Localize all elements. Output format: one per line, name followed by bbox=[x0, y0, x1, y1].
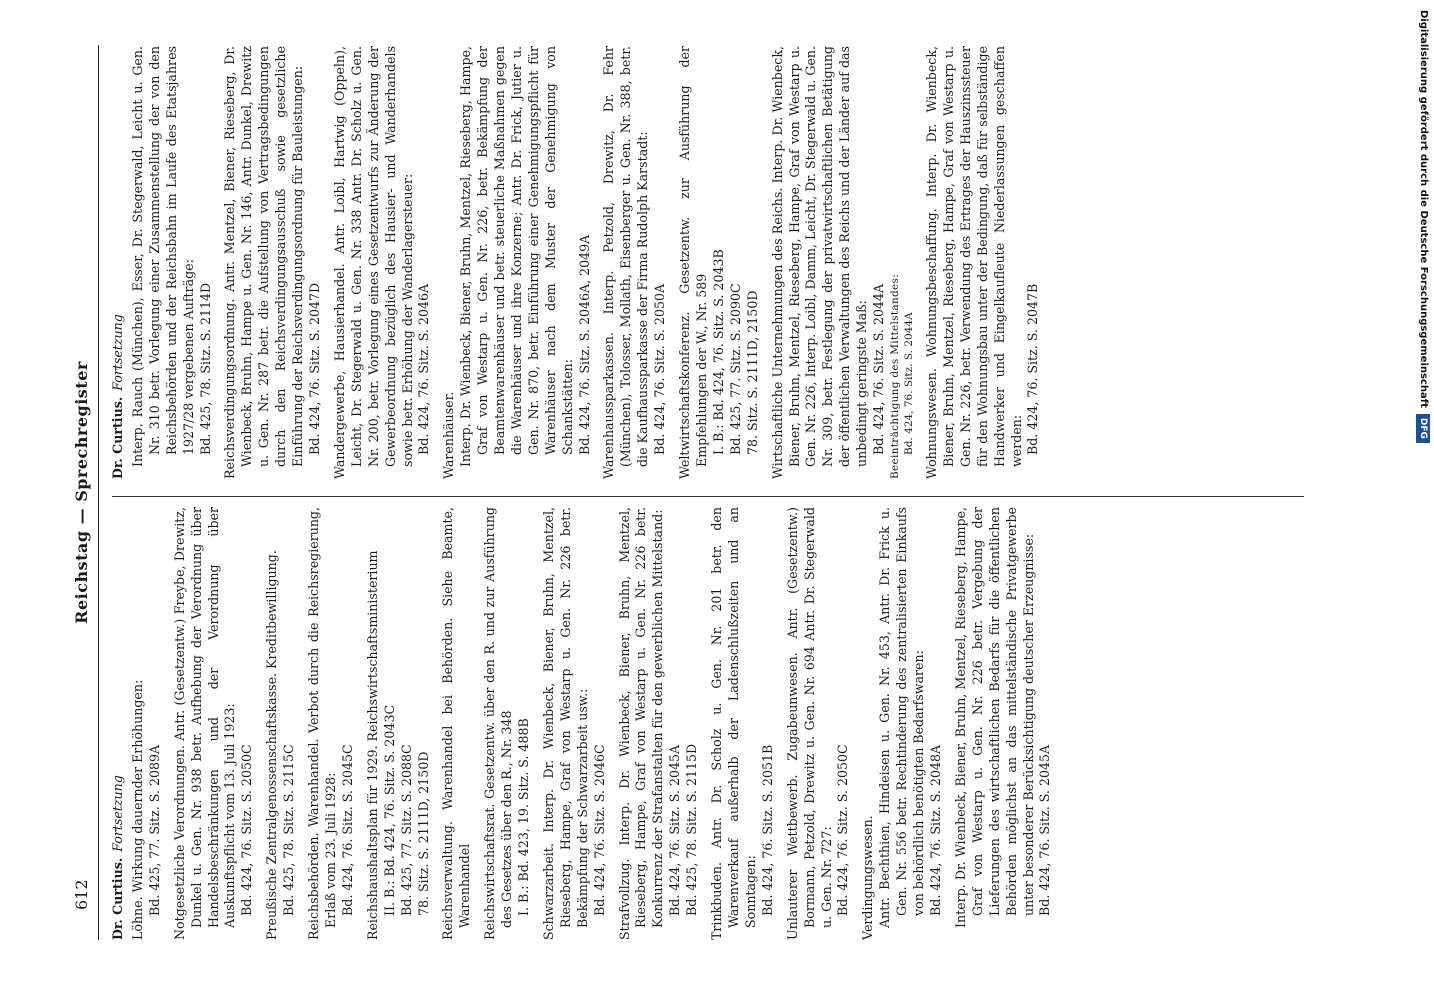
entry-reference: 78. Sitz. S. 2111D, 2150D bbox=[415, 751, 431, 916]
entry-heading: Wohnungswesen. Wohnungsbeschaffung. Interp. Dr. Wienbeck, Biener, Bruhn, Mentzel, Rieseberg, Hampe, Graf von Westarp u. Gen. Nr. 226, betr. Verwendung des Ertrages der Hauszinssteuer für den Wohnungsbau unter der Bedingung, daß für selbständige Handwerker und Eingelkaufleute Niederlassungen geschaffen werden: bbox=[923, 46, 1024, 479]
entry-heading: Reichswirtschaftsrat. Gesetzentw. über den R. und zur Ausführung des Gesetzes über den R., Nr. 348 bbox=[482, 507, 515, 940]
index-entry bbox=[264, 507, 298, 940]
left-column-head bbox=[110, 507, 127, 940]
index-entry bbox=[482, 507, 533, 940]
entry-heading: Wirtschaftliche Unternehmungen des Reichs. Interp. Dr. Wienbeck, Biener, Bruhn, Mentzel, Rieseberg, Hampe, Graf von Westarp u. Gen. Nr. 226, Interp. Loibl, Damm, Leicht, Dr. Stegerwald u. Gen. Nr. 309, betr. Festlegung der privatwirtschaftlichen Betätigung der öffentlichen Verwaltungen des Reichs und der Länder auf das unbedingt geringste Maß: bbox=[769, 46, 870, 479]
entry-heading: Warenhaussparkassen. Interp. Petzold, Drewitz, Dr. Fehr (München), Tolosser, Mollath, Eisenberger u. Gen. Nr. 388, betr. die Kaufhaussparkasse der Firma Rudolph Karstadt: bbox=[601, 46, 651, 479]
running-head-title: Reichstag — Sprechregister bbox=[72, 361, 91, 624]
entry-text: Antr. Bechthien, Hindeisen u. Gen. Nr. 453, Antr. Dr. Frick u. Gen. Nr. 556 betr. Rechtinderung des zentralisierten Einkaufs von behördlich benötigten Bedarfswaren: bbox=[877, 507, 927, 928]
entry-heading: Preußische Zentralgenossenschaftskasse. Kreditbewilligung. bbox=[264, 550, 280, 940]
index-entry bbox=[332, 46, 433, 479]
entry-reference: Bd. 424, 76. Sitz. S. 2046A, 2049A bbox=[576, 234, 592, 455]
entry-heading: Wandergewerbe, Hausierhandel. Antr. Loibl, Hartwig (Oppeln), Leicht, Dr. Stegerwald u. Gen. Nr. 338 Antr. Dr. Scholz u. Gen. Nr. 200, betr. Vorlegung eines Gesetzentwurfs zur Änderung der Gewerbeordnung bezüglich des Hausier- und Wanderhandels sowie betr. Erhöhung der Wanderlagersteuer: bbox=[331, 46, 415, 479]
entry-heading: Reichsverdingungsordnung. Antr. Mentzel, Biener, Rieseberg, Dr. Wienbeck, Bruhn, Hampe u. Gen. Nr. 146, Antr. Dunkel, Drewitz u. Gen. Nr. 287 betr. die Aufstellung von Vertragsbedingungen durch den Reichsverdingungsausschuß sowie gesetzliche Einführung der Reichsverdingungsordnung für Bauleistungen: bbox=[222, 46, 306, 479]
entry-heading: Interp. Rauch (München), Esser, Dr. Stegerwald, Leicht u. Gen. Nr. 310 betr. Vorlegung einer Zusammenstellung der von den Reichsbehörden und der Reichsbahn im Laufe des Etatsjahres 1927/28 vergebenen Aufträge: bbox=[129, 46, 196, 467]
entry-reference: I. B.: Bd. 424, 76. Sitz. S. 2043B bbox=[710, 249, 726, 455]
index-entry bbox=[924, 46, 1042, 479]
entry-heading: Reichshaushaltsplan für 1929. Reichswirtschaftsministerium bbox=[364, 550, 380, 940]
entry-reference: Bd. 425, 78. Sitz. S. 2115C bbox=[281, 744, 297, 916]
index-entry bbox=[222, 46, 323, 479]
entry-reference: Bd. 424, 76. Sitz. S. 2046C bbox=[591, 744, 607, 916]
right-column bbox=[110, 46, 1310, 479]
entry-reference: Bd. 424, 76. Sitz. S. 2048A bbox=[927, 744, 943, 916]
entry-heading: Warenhäuser. bbox=[441, 391, 457, 479]
entry-reference: Bd. 424, 76. Sitz. S. 2044A bbox=[871, 283, 887, 455]
entry-reference: Bd. 425, 77. Sitz. S. 2089A bbox=[146, 744, 162, 916]
index-entry bbox=[365, 507, 433, 940]
left-column bbox=[110, 507, 1310, 940]
entry-heading: Reichsverwaltung. Warenhandel bei Behörden. Siehe Beamte, Warenhandel bbox=[440, 507, 473, 940]
entry-reference: Bd. 425, 78. Sitz. S. 2115D bbox=[684, 743, 700, 916]
dfg-logo: DFG bbox=[1416, 414, 1430, 443]
index-entry bbox=[172, 507, 257, 940]
entry-reference: Bd. 424, 76. Sitz. S. 2045A bbox=[1037, 744, 1053, 916]
entry-reference: Bd. 424, 76. Sitz. S. 2045A bbox=[667, 744, 683, 916]
running-head bbox=[72, 45, 96, 940]
entry-text: Interp. Dr. Wienbeck, Biener, Bruhn, Mentzel, Rieseberg, Hampe, Graf von Westarp u. Gen. Nr. 226, betr. Bekämpfung der Beamtenwarenhäuser und betr. steuerliche Maßnahmen gegen die Warenhäuser und ihre Konzerne; Antr. Dr. Frick, Jutier u. Gen. Nr. 870, betr. Einführung einer Genehmigungspflicht für Warenhäuser nach dem Muster der Genehmigung von Schankstätten: bbox=[458, 46, 575, 467]
index-entry bbox=[441, 46, 593, 479]
index-entry bbox=[306, 507, 357, 940]
entry-reference: Bd. 424, 76. Sitz. S. 2046A bbox=[416, 283, 432, 455]
entry-reference: Bd. 424, 76. Sitz. S. 2050C bbox=[239, 744, 255, 916]
entry-reference: Bd. 425, 77. Sitz. S. 2088C bbox=[398, 744, 414, 916]
entry-heading: Notgesetzliche Verordnungen. Antr. (Gesetzentw.) Freybe, Drewitz, Dunkel u. Gen. Nr. 938 betr. Aufhebung der Verordnung über Handelsbeschränkungen und der Verordnung über Auskunftspflicht vom 13. Juli 1923: bbox=[171, 507, 238, 940]
continuation-label: Fortsetzung bbox=[110, 775, 125, 852]
index-entry bbox=[770, 46, 916, 479]
index-entry bbox=[440, 507, 474, 940]
index-entry bbox=[130, 507, 164, 940]
entry-reference: Bd. 425, 77. Sitz. S. 2090C bbox=[727, 283, 743, 455]
entry-heading: Schwarzarbeit. Interp. Dr. Wienbeck, Biener, Bruhn, Mentzel, Rieseberg, Hampe, Graf von Westarp u. Gen. Nr. 226 betr. Bekämpfung der Schwarzarbeit usw.: bbox=[540, 507, 590, 940]
continuation-label: Fortsetzung bbox=[110, 314, 125, 391]
entry-heading: Trinkbuden. Antr. Dr. Scholz u. Gen. Nr. 201 betr. den Warenverkauf außerhalb der Ladenschlußzeiten und an Sonntagen: bbox=[709, 507, 758, 940]
entry-heading: Reichsbehörden. Warenhandel. Verbot durch die Reichsregierung, Erlaß vom 23. Juli 1928: bbox=[306, 507, 338, 940]
entry-reference: Bd. 424, 76. Sitz. S. 2044A bbox=[902, 312, 915, 455]
index-entry bbox=[677, 46, 762, 479]
index-entry bbox=[860, 507, 945, 940]
entry-heading: Strafvollzug. Interp. Dr. Wienbeck, Biener, Bruhn, Mentzel, Rieseberg, Hampe, Graf von Westarp u. Gen. Nr. 226 betr. Konkurrenz der Strafanstalten für den gewerblichen Mittelstand: bbox=[616, 507, 666, 940]
entry-heading: Unlauterer Wettbewerb. Zugabeunwesen. Antr. (Gesetzentw.) Bormann, Petzold, Drewitz u. Gen. Nr. 694 Antr. Dr. Stegerwald u. Gen. Nr. 727: bbox=[784, 507, 834, 940]
index-entry bbox=[130, 46, 215, 479]
digitization-credit bbox=[1416, 10, 1430, 985]
entry-heading: Interp. Dr. Wienbeck, Biener, Bruhn, Mentzel, Rieseberg, Hampe, Graf von Westarp u. Gen. Nr. 226 betr. Vergebung der Lieferungen des wirtschaftlichen Bedarfs für die öffentlichen Behörden möglichst an das mittelständische Privatgewerbe unter besonderer Berücksichtigung deutscher Erzeugnisse: bbox=[952, 507, 1036, 928]
entry-heading: Verdingungswesen. bbox=[860, 815, 876, 940]
index-entry bbox=[709, 507, 777, 940]
entry-reference: Bd. 424, 76. Sitz. S. 2050A bbox=[652, 283, 668, 455]
index-entry bbox=[953, 507, 1054, 940]
header-rule bbox=[98, 45, 99, 940]
entry-heading: Löhne. Wirkung dauernder Erhöhungen: bbox=[129, 679, 145, 940]
entry-reference: Bd. 424, 76. Sitz. S. 2047D bbox=[306, 282, 322, 455]
entry-reference: Bd. 424, 76. Sitz. S. 2045C bbox=[339, 744, 355, 916]
index-entry bbox=[601, 46, 669, 479]
entry-reference: 78. Sitz. S. 2111D, 2150D bbox=[744, 290, 760, 455]
entry-text: Beeinträchtigung des Mittelstandes: bbox=[888, 273, 901, 479]
entry-reference: Bd. 424, 76. Sitz. S. 2050C bbox=[835, 744, 851, 916]
speaker-name: Dr. Curtius. bbox=[110, 396, 125, 479]
column-divider bbox=[112, 496, 1304, 497]
entry-reference: Bd. 424, 76. Sitz. S. 2047B bbox=[1025, 283, 1041, 455]
index-entry bbox=[617, 507, 702, 940]
credit-text: Digitalisierung gefördert durch die Deutsche Forschungsgemeinschaft bbox=[1418, 10, 1429, 408]
page-number: 612 bbox=[72, 879, 91, 910]
entry-heading: Weltwirtschaftskonferenz. Gesetzentw. zur Ausführung der Empfehlungen der W., Nr. 589 bbox=[677, 46, 709, 479]
entry-reference: I. B.: Bd. 423, 19. Sitz. S. 488B bbox=[516, 718, 532, 916]
index-entry bbox=[785, 507, 853, 940]
entry-reference: Bd. 424, 76. Sitz. S. 2051B bbox=[759, 744, 775, 916]
right-column-head bbox=[110, 46, 127, 479]
entry-reference: II. B.: Bd. 424, 76. Sitz. S. 2043C bbox=[381, 704, 397, 916]
entry-reference: Bd. 425, 78. Sitz. S. 2114D bbox=[197, 282, 213, 455]
speaker-name: Dr. Curtius. bbox=[110, 857, 125, 940]
index-entry bbox=[541, 507, 609, 940]
